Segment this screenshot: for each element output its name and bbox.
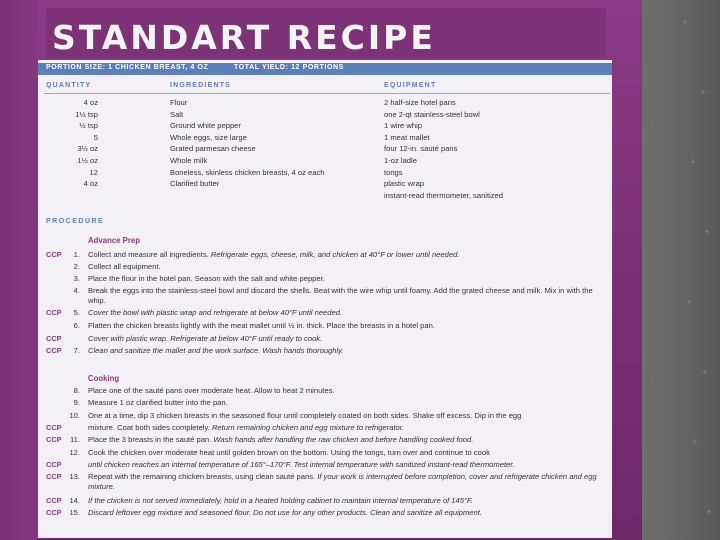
equipment-cell: 1-oz ladle xyxy=(384,156,417,165)
plus-icon: + xyxy=(704,228,710,236)
step-text-plain: One at a time, dip 3 chicken breasts in the seasoned flour until completely coated on both sides. Shake off excess. Dip in the egg xyxy=(88,411,522,420)
step-text xyxy=(88,308,608,318)
ingredient-cell: Whole eggs, size large xyxy=(170,132,247,142)
step-number: 9. xyxy=(73,398,80,407)
quantity-cell: 4 oz xyxy=(83,98,98,107)
step-text-italic: Wash hands after handling the raw chicken and before handling cooked food. xyxy=(213,435,474,444)
advance-prep-heading: Advance Prep xyxy=(88,236,141,245)
plus-icon: + xyxy=(692,438,698,446)
ingredient-cell: Boneless, skinless chicken breasts, 4 oz each xyxy=(170,167,325,177)
step-number: 14. xyxy=(69,496,80,505)
step-text xyxy=(88,423,608,433)
step-text xyxy=(88,262,608,272)
ingredient-cell: Salt xyxy=(170,109,184,119)
step-text-plain: Collect all equipment. xyxy=(88,262,161,271)
step-text-italic: until chicken reaches an internal temperature of 165°–170°F. Test internal temperature with sanitized instant-read thermometer. xyxy=(88,460,515,469)
ccp-label: CCP xyxy=(46,250,62,259)
step-number: 5. xyxy=(73,308,80,317)
step-text xyxy=(88,472,608,492)
step-number: 15. xyxy=(69,508,80,517)
procedure-label: PROCEDURE xyxy=(46,218,105,225)
cooking-heading: Cooking xyxy=(88,374,120,383)
step-text xyxy=(88,274,608,284)
step-number: 13. xyxy=(69,472,80,481)
step-number: 11. xyxy=(70,435,80,444)
plus-icon: + xyxy=(706,508,712,516)
quantity-cell: 1½ oz xyxy=(77,156,98,165)
step-text xyxy=(88,496,608,506)
step-text-plain: Place the 3 breasts in the sauté pan. xyxy=(88,435,214,444)
column-quantity: QUANTITY xyxy=(46,82,92,89)
step-text-italic: Return remaining chicken and egg mixture to refrigerator. xyxy=(211,423,405,432)
ingredient-cell: Whole milk xyxy=(170,156,208,165)
right-decor-band xyxy=(642,0,720,540)
quantity-cell: 1½ tsp xyxy=(75,109,98,119)
plus-icon: + xyxy=(690,158,696,166)
step-number: 3. xyxy=(73,274,80,283)
step-number: 10. xyxy=(69,411,80,420)
ccp-label: CCP xyxy=(46,334,62,343)
step-number: 7. xyxy=(73,346,80,355)
step-text-italic: If the chicken is not served immediately, hold in a heated holding cabinet to maintain internal temperature of 145°F. xyxy=(88,496,473,505)
step-text xyxy=(88,460,608,470)
step-text xyxy=(88,448,608,458)
left-strip xyxy=(0,0,38,540)
step-number: 1. xyxy=(73,250,80,259)
equipment-cell: tongs xyxy=(384,167,403,177)
step-text-plain: Break the eggs into the stainless-steel bowl and discard the shells. Beat with the wire whip until foamy. Add the grated cheese and milk. Mix in with the whip. xyxy=(88,286,593,305)
step-text-plain: Repeat with the remaining chicken breasts, using clean sauté pans. xyxy=(88,472,318,481)
portion-size: PORTION SIZE: 1 CHICKEN BREAST, 4 OZ xyxy=(46,64,209,71)
plus-icon: + xyxy=(686,298,692,306)
column-ingredients: INGREDIENTS xyxy=(170,82,232,89)
quantity-cell: 5 xyxy=(93,132,98,142)
step-number: 6. xyxy=(73,321,80,330)
step-text-plain: mixture. Coat both sides completely. xyxy=(88,423,212,432)
plus-icon: + xyxy=(682,18,688,26)
ccp-label: CCP xyxy=(46,346,62,355)
quantity-cell: ½ tsp xyxy=(79,121,98,131)
equipment-cell: 1 wire whip xyxy=(384,121,422,131)
equipment-cell: 2 half-size hotel pans xyxy=(384,98,456,107)
step-text-plain: Measure 1 oz clarified butter into the pan. xyxy=(88,398,228,407)
step-text-plain: Collect and measure all ingredients. xyxy=(88,250,211,259)
step-text-italic: Cover the bowl with plastic wrap and refrigerate at below 40°F until needed. xyxy=(88,308,343,317)
step-text xyxy=(88,411,608,421)
ccp-label: CCP xyxy=(46,472,62,481)
ingredient-cell: Flour xyxy=(170,98,188,107)
ccp-label: CCP xyxy=(46,460,62,469)
step-text xyxy=(88,250,608,260)
ingredient-cell: Grated parmesan cheese xyxy=(170,144,256,154)
equipment-cell: four 12-in. sauté pans xyxy=(384,144,458,154)
step-text-plain: Flatten the chicken breasts lightly with the meat mallet until ½ in. thick. Place the breasts in a hotel pan. xyxy=(88,321,435,330)
step-number: 4. xyxy=(73,286,80,295)
ingredient-cell: Ground white pepper xyxy=(170,121,241,131)
plus-icon: + xyxy=(700,88,706,96)
header-rule xyxy=(44,93,610,94)
equipment-cell: one 2-qt stainless-steel bowl xyxy=(384,109,480,119)
step-text-plain: Cook the chicken over moderate heat until golden brown on the bottom. Using the tongs, turn over and continue to cook xyxy=(88,448,490,457)
step-text-plain: Place one of the sauté pans over moderate heat. Allow to heat 2 minutes. xyxy=(88,386,335,395)
step-number: 2. xyxy=(73,262,80,271)
step-text xyxy=(88,321,608,331)
step-text xyxy=(88,286,608,306)
ccp-label: CCP xyxy=(46,435,62,444)
step-text xyxy=(88,386,608,396)
ccp-label: CCP xyxy=(46,508,62,517)
step-text-italic: Refrigerate eggs, cheese, milk, and chicken at 40°F or lower until needed. xyxy=(210,250,460,259)
quantity-cell: 4 oz xyxy=(83,179,98,189)
step-text-italic: Clean and sanitize the mallet and the work surface. Wash hands thoroughly. xyxy=(88,346,344,355)
quantity-cell: 12 xyxy=(89,167,98,177)
step-text xyxy=(88,334,608,344)
step-text-italic: Discard leftover egg mixture and seasoned flour. Do not use for any other products. Clean and sanitize all equipment. xyxy=(88,508,482,517)
step-number: 12. xyxy=(69,448,80,457)
equipment-cell: instant-read thermometer, sanitized xyxy=(384,190,504,200)
plus-icon: + xyxy=(702,368,708,376)
total-yield: TOTAL YIELD: 12 PORTIONS xyxy=(234,64,344,71)
step-text xyxy=(88,398,608,408)
slide-title: STANDART RECIPE xyxy=(52,18,436,57)
portion-bar xyxy=(38,63,612,75)
step-text-italic: If your work is interrupted before completion, cover and refrigerate chicken and egg mixture. xyxy=(88,472,597,491)
ccp-label: CCP xyxy=(46,308,62,317)
step-text-italic: Cover with plastic wrap. Refrigerate at below 40°F until ready to cook. xyxy=(88,334,323,343)
quantity-cell: 3½ oz xyxy=(77,144,98,154)
step-number: 8. xyxy=(73,386,80,395)
step-text xyxy=(88,435,608,445)
ccp-label: CCP xyxy=(46,496,62,505)
column-equipment: EQUIPMENT xyxy=(384,82,437,89)
step-text xyxy=(88,508,608,518)
equipment-cell: 1 meat mallet xyxy=(384,132,430,142)
ccp-label: CCP xyxy=(46,423,62,432)
step-text xyxy=(88,346,608,356)
step-text-plain: Place the flour in the hotel pan. Season with the salt and white pepper. xyxy=(88,274,325,283)
equipment-cell: plastic wrap xyxy=(384,179,425,189)
ingredient-cell: Clarified butter xyxy=(170,179,220,189)
